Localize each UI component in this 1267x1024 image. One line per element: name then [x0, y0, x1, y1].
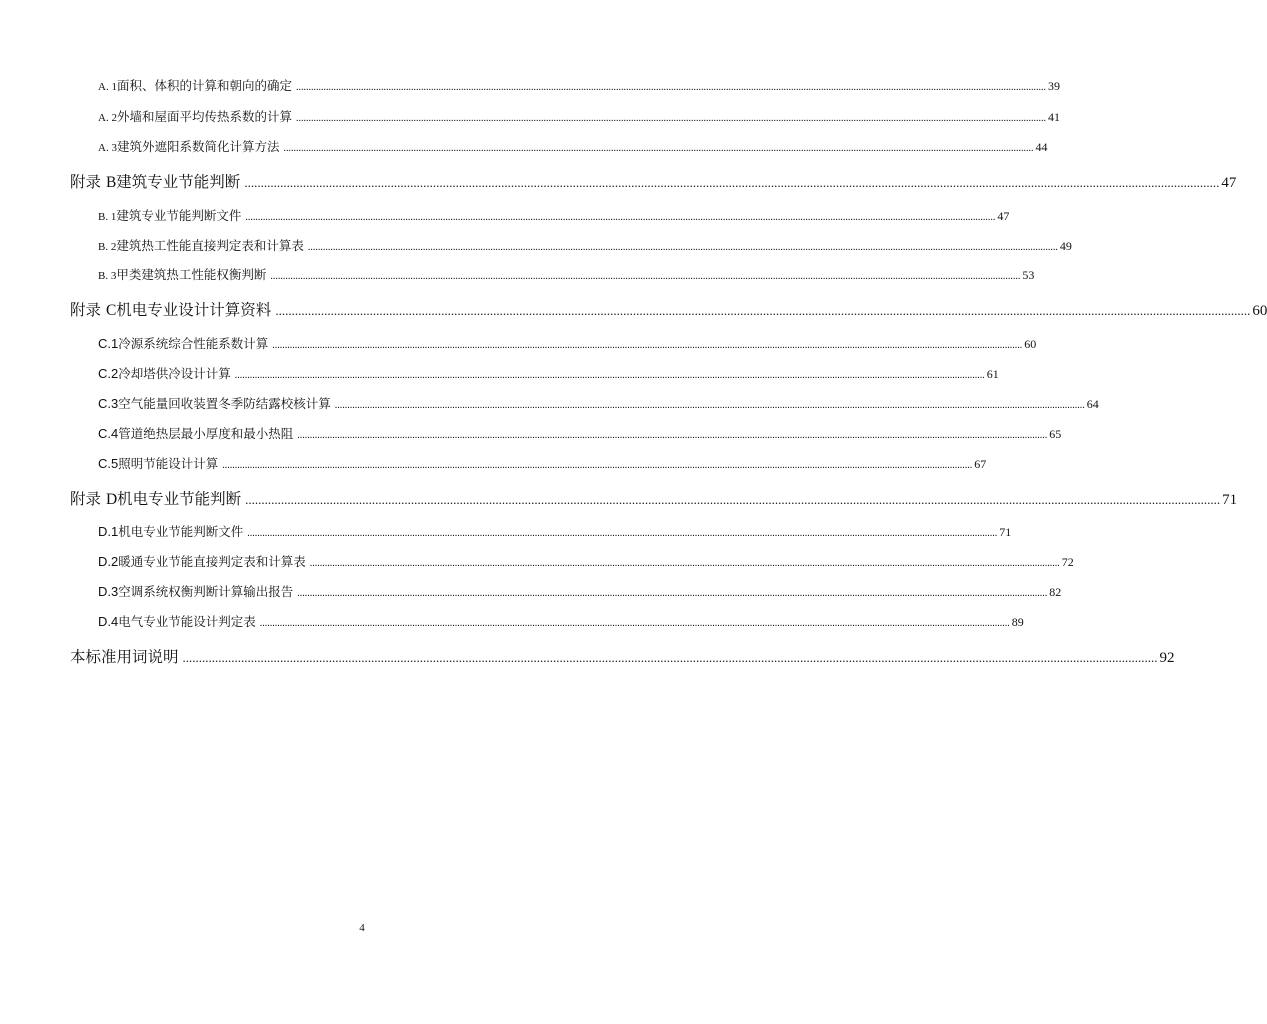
toc-appendix-entry[interactable] — [70, 298, 1267, 320]
leader-dots: ............................................................................................................................................................................................................................................................................................................ — [309, 558, 1060, 569]
leader-dots: ............................................................................................................................................................................................................................................................................................................ — [272, 340, 1023, 351]
toc-entry-title: 建筑专业节能判断文件 — [116, 208, 242, 223]
toc-entry[interactable] — [98, 206, 1010, 224]
page-number: 4 — [359, 922, 365, 934]
toc-entry-title: 面积、体积的计算和朝向的确定 — [116, 78, 292, 93]
leader-dots: ............................................................................................................................................................................................................................................................................................................ — [297, 588, 1048, 599]
toc-entry[interactable] — [98, 394, 1099, 412]
toc-entry-title: 电气专业节能设计判定表 — [118, 614, 256, 629]
toc-entry-title: 冷却塔供冷设计计算 — [118, 366, 231, 381]
toc-entry-title: 暖通专业节能直接判定表和计算表 — [118, 554, 306, 569]
toc-entry-title: 照明节能设计计算 — [118, 456, 219, 471]
leader-dots: ............................................................................................................................................................................................................................................................................................................ — [234, 370, 985, 381]
toc-entry-page: 49 — [1059, 239, 1072, 253]
toc-entry-number: C.3 — [98, 396, 119, 411]
toc-entry-number: A. 1 — [98, 81, 117, 93]
toc-entry-page: 82 — [1049, 585, 1062, 599]
toc-entry-page: 65 — [1049, 427, 1062, 441]
appendix-prefix: 附录 — [70, 490, 102, 508]
toc-entry[interactable] — [98, 424, 1062, 442]
toc-entry-page: 71 — [999, 525, 1012, 539]
toc-entry[interactable] — [98, 552, 1074, 570]
toc-entry[interactable] — [98, 76, 1060, 94]
appendix-letter: D — [105, 491, 118, 508]
leader-dots: ............................................................................................................................................................................................................................................................................................................ — [275, 303, 1251, 318]
toc-entry-number: C.4 — [98, 426, 119, 441]
appendix-letter: C — [105, 302, 117, 319]
toc-entry-page: 47 — [997, 209, 1010, 223]
toc-entry-number: D.4 — [98, 614, 119, 629]
toc-entry-title: 机电专业节能判断文件 — [118, 524, 244, 539]
toc-entry-title: 空气能量回收装置冬季防结露校核计算 — [118, 396, 331, 411]
toc-entry-number: D.2 — [98, 554, 119, 569]
toc-entry-number: B. 1 — [98, 211, 117, 223]
toc-entry-title: 建筑热工性能直接判定表和计算表 — [116, 238, 304, 253]
toc-entry-title: 建筑外遮阳系数简化计算方法 — [116, 139, 280, 154]
toc-entry-page: 71 — [1222, 492, 1238, 508]
leader-dots: ............................................................................................................................................................................................................................................................................................................ — [270, 271, 1021, 282]
toc-appendix-number — [70, 298, 116, 320]
toc-entry-page: 72 — [1061, 555, 1074, 569]
leader-dots: ............................................................................................................................................................................................................................................................................................................ — [259, 618, 1010, 629]
toc-entry-number: A. 3 — [98, 142, 117, 154]
leader-dots: ............................................................................................................................................................................................................................................................................................................ — [283, 143, 1034, 154]
leader-dots: ............................................................................................................................................................................................................................................................................................................ — [247, 528, 998, 539]
toc-entry-title: 冷源系统综合性能系数计算 — [118, 336, 269, 351]
toc-entry-number: B. 3 — [98, 270, 117, 282]
toc-entry-number: D.1 — [98, 524, 119, 539]
toc-entry-title: 机电专业节能判断 — [117, 490, 242, 508]
toc-entry-page: 64 — [1086, 397, 1099, 411]
toc-entry[interactable] — [98, 265, 1035, 283]
toc-entry-page: 39 — [1047, 79, 1060, 93]
toc-entry-title: 建筑专业节能判断 — [116, 173, 241, 191]
toc-entry-number: D.3 — [98, 584, 119, 599]
toc-entry[interactable] — [98, 107, 1060, 125]
toc-entry-page: 60 — [1024, 337, 1037, 351]
toc-entry[interactable] — [98, 334, 1037, 352]
toc-entry-number: C.1 — [98, 336, 119, 351]
toc-entry-title: 外墙和屋面平均传热系数的计算 — [116, 109, 292, 124]
leader-dots: ............................................................................................................................................................................................................................................................................................................ — [295, 113, 1046, 124]
toc-entry[interactable] — [98, 364, 999, 382]
toc-entry[interactable] — [98, 612, 1024, 630]
toc-appendix-number — [70, 170, 116, 192]
leader-dots: ............................................................................................................................................................................................................................................................................................................ — [245, 212, 996, 223]
leader-dots: ............................................................................................................................................................................................................................................................................................................ — [334, 400, 1085, 411]
toc-entry-page: 60 — [1252, 303, 1267, 319]
toc-entry[interactable] — [98, 454, 987, 472]
toc-appendix-entry[interactable] — [70, 487, 1238, 509]
toc-entry-page: 61 — [986, 367, 999, 381]
appendix-prefix: 附录 — [70, 173, 102, 191]
toc-entry-number: A. 2 — [98, 112, 117, 124]
toc-entry-number: C.5 — [98, 456, 119, 471]
toc-entry-page: 44 — [1035, 140, 1048, 154]
toc-standalone-entry[interactable] — [70, 645, 1175, 667]
toc-entry-page: 53 — [1022, 268, 1035, 282]
toc-entry-page: 67 — [974, 457, 987, 471]
leader-dots: ............................................................................................................................................................................................................................................................................................................ — [182, 650, 1158, 665]
toc-appendix-entry[interactable] — [70, 170, 1237, 192]
toc-entry-page: 89 — [1011, 615, 1024, 629]
toc-entry-page: 92 — [1159, 650, 1175, 666]
toc-appendix-number — [70, 487, 117, 509]
toc-entry[interactable] — [98, 137, 1048, 155]
toc-entry[interactable] — [98, 236, 1072, 254]
toc-entry-title: 机电专业设计计算资料 — [116, 301, 272, 319]
leader-dots: ............................................................................................................................................................................................................................................................................................................ — [297, 430, 1048, 441]
leader-dots: ............................................................................................................................................................................................................................................................................................................ — [307, 242, 1058, 253]
leader-dots: ............................................................................................................................................................................................................................................................................................................ — [245, 492, 1221, 507]
toc-entry-number: B. 2 — [98, 241, 117, 253]
toc-entry-page: 41 — [1047, 110, 1060, 124]
appendix-prefix: 附录 — [70, 301, 102, 319]
leader-dots: ............................................................................................................................................................................................................................................................................................................ — [222, 460, 973, 471]
appendix-letter: B — [105, 174, 117, 191]
toc-entry-title: 甲类建筑热工性能权衡判断 — [116, 267, 267, 282]
toc-entry-page: 47 — [1221, 175, 1237, 191]
toc-entry-title: 本标准用词说明 — [70, 648, 179, 666]
leader-dots: ............................................................................................................................................................................................................................................................................................................ — [295, 82, 1046, 93]
toc-entry[interactable] — [98, 522, 1012, 540]
leader-dots: ............................................................................................................................................................................................................................................................................................................ — [244, 175, 1220, 190]
toc-entry-title: 空调系统权衡判断计算输出报告 — [118, 584, 294, 599]
toc-entry-number: C.2 — [98, 366, 119, 381]
toc-entry[interactable] — [98, 582, 1062, 600]
toc-entry-title: 管道绝热层最小厚度和最小热阻 — [118, 426, 294, 441]
